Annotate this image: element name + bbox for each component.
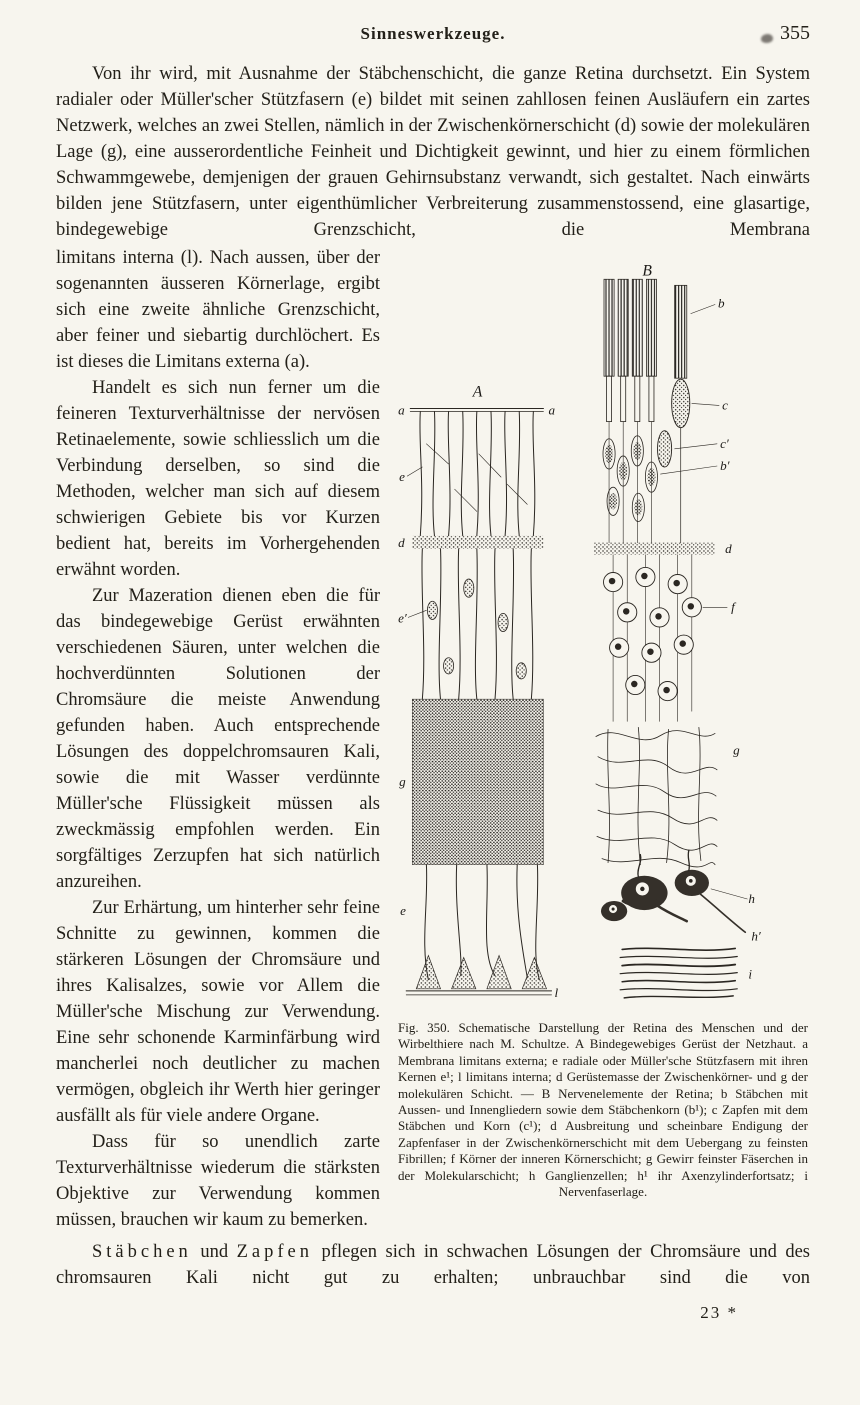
figure-label-g-right: g [733, 742, 740, 758]
paragraph-textur: Handelt es sich nun ferner um die feineren Texturverhältnisse der nervösen Retinaelemente, sowie schliesslich um die Verbindung derselben, so sind die Methoden, welcher man sich auf diesem schwierigen Gebiete bis vor Kurzen bedient hat, bereits im Vorhergehenden erwähnt worden. [56, 378, 380, 580]
paragraph-mazeration: Zur Mazeration dienen eben die für das bindegewebige Gerüst erwähnten verschiedenen Säuren, unter welchen die hochverdünnten Solutionen der Chromsäure die meiste Anwendung gefunden haben. Auch entsprechende Lösungen des doppelchromsauren Kali, sowie die mit Wasser verdünnte Müller'sche Flüssigkeit müssen als zweckmässig empfohlen werden. Ein sorgfältiges Zerzupfen hat sich natürlich anzureihen. [56, 586, 380, 892]
figure-B-drawing [594, 279, 747, 998]
page-header [56, 22, 810, 45]
paragraph-intro: Von ihr wird, mit Ausnahme der Stäbchenschicht, die ganze Retina durchsetzt. Ein System radialer oder Müller'scher Stützfasern (e) bildet mit seinen zahllosen feinen Ausläufern ein zartes Netzwerk, welches an zwei Stellen, nämlich in der Zwischenkörnerschicht (d) sowie der molekulären Lage (g), eine ausserordentliche Feinheit und Dichtigkeit gewinnt, und hier zu einem förmlichen Schwammgewebe, demjenigen der grauen Gehirnsubstanz verwandt, sich gestaltet. Nach einwärts bilden jene Stützfasern, unter eigenthümlicher Verbreiterung zusammenstossend, eine glasartige, bindegewebige Grenzschicht, die Membrana [56, 64, 810, 240]
figure-caption: Fig. 350. Schematische Darstellung der Retina des Menschen und der Wirbelthiere nach M. Schultze. A Bindegewebiges Gerüst der Netzhaut. a Membrana limitans externa; e radiale oder Müller'sche Stützfasern mit ihren Kernen e¹; l limitans interna; d Gerüstemasse der Zwischenkörner- und g der molekulären Schicht. — B Nervenelemente der Retina; b Stäbchen mit Aussen- und Innengliedern sowie dem Stäbchenkorn (b¹); c Zapfen mit dem Stäbchen und Korn (c¹); d Ausbreitung und scheinbare Endigung der Zapfenfaser in der Zwischenkörnerschicht mit dem Uebergang zu feinsten Fibrillen; f Körner der inneren Körnerschicht; g Gewirr feinster Fäserchen in der Molekularschicht; h Ganglienzellen; h¹ ihr Axenzylinderfortsatz; i Nervenfaserlage. [398, 1020, 808, 1200]
closing-rest: pflegen sich in schwachen Lösungen der Chromsäure und des chromsauren Kali nicht gut zu erhalten; unbrauchbar sind die von [56, 1242, 811, 1288]
figure-label-e-upper: e [399, 469, 405, 485]
figure-label-B: B [642, 262, 652, 280]
figure-label-e-lower: e [400, 903, 406, 919]
two-column-section [56, 245, 810, 1233]
figure-label-l: l [554, 984, 559, 1000]
running-title: Sinneswerkzeuge. [360, 24, 506, 43]
figure-label-b-prime: b′ [720, 458, 730, 474]
figure-label-A: A [472, 383, 483, 401]
figure-350 [396, 247, 810, 1200]
figure-label-h-prime: h′ [751, 928, 761, 944]
paragraph-erhaertung: Zur Erhärtung, um hinterher sehr feine Schnitte zu gewinnen, kommen die stärkeren Lösungen der Chromsäure und ihres Kalisalzes, sowie vor Allem die Müller'sche Mischung zur Verwendung. Eine sehr schonende Karminfärbung wird mancherlei noch deutlicher zu machen vermögen, obgleich ihr Werth hier geringer ausfällt als für viele andere Organe. [56, 898, 380, 1126]
paragraph-objektive: Dass für so unendlich zarte Texturverhältnisse wiederum die stärksten Objektive zur Verwendung kommen müssen, brauchen wir kaum zu bemerken. [56, 1132, 380, 1230]
signature-mark: 23 * [700, 1303, 738, 1322]
figure-label-e-prime: e′ [398, 610, 407, 626]
page-number-area [505, 22, 810, 45]
figure-label-d-right: d [725, 540, 732, 556]
figure-label-c: c [722, 397, 728, 413]
spaced-word-zapfen: Zapfen [236, 1242, 314, 1262]
paragraph-limitans: limitans interna (l). Nach aussen, über der sogenannten äusseren Körnerlage, ergibt sich eine zweite ähnliche Grenzschicht, aber feiner und siebartig durchlöchert. Es ist dieses die Limitans externa (a). [56, 248, 380, 372]
ink-smudge [761, 34, 773, 43]
figure-label-i: i [748, 966, 752, 982]
figure-A-drawing [406, 408, 551, 994]
paragraph-closing [56, 1233, 810, 1291]
figure-label-a-right: a [548, 402, 556, 418]
figure-label-d-left: d [398, 534, 405, 550]
figure-label-b: b [718, 295, 725, 311]
figure-label-h: h [748, 891, 755, 907]
page-number: 355 [780, 22, 810, 44]
figure-label-a-left: a [398, 402, 405, 418]
retina-diagram [396, 247, 810, 1010]
figure-label-g-left: g [399, 773, 406, 789]
figure-label-f: f [731, 599, 735, 615]
spaced-word-staebchen: Stäbchen [92, 1242, 192, 1262]
figure-label-c-prime: c′ [720, 435, 729, 451]
closing-connector: und [191, 1242, 237, 1262]
